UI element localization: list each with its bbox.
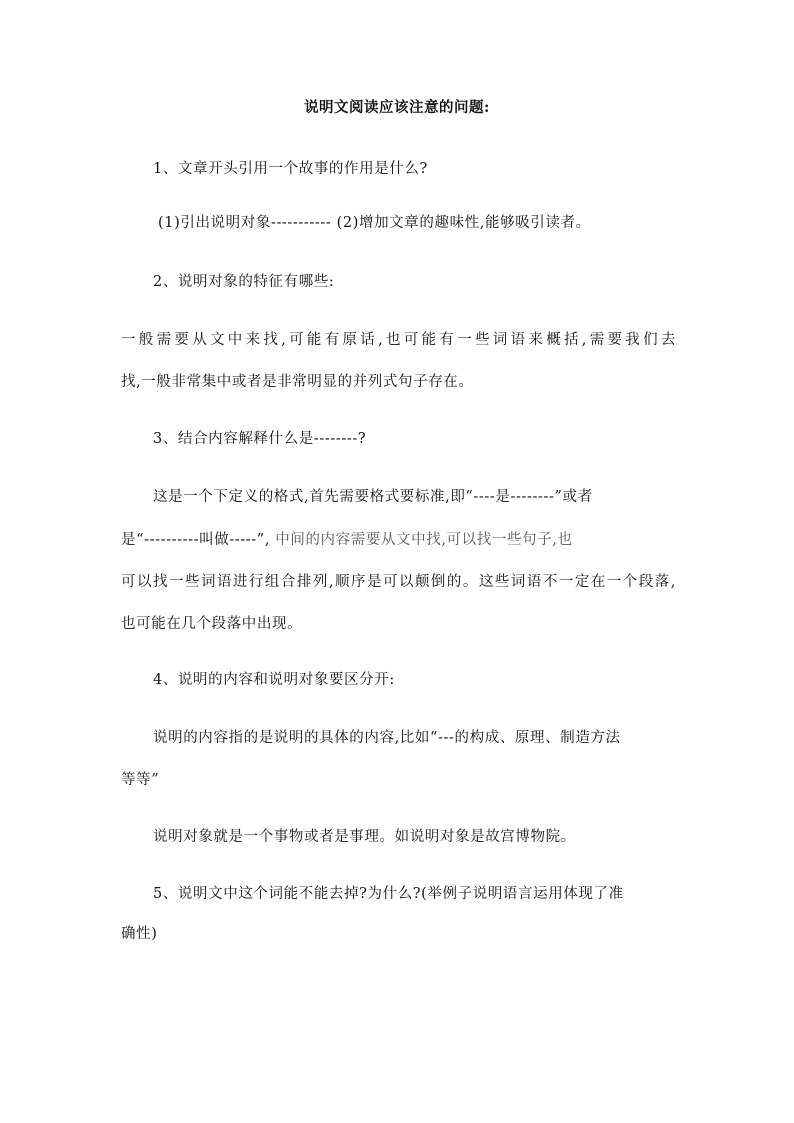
answer-4-line-3: 说明对象就是一个事物或者是事理。如说明对象是故宫博物院。 <box>153 829 576 845</box>
question-2: 2、说明对象的特征有哪些: <box>153 274 335 290</box>
answer-1: (1)引出说明对象----------- (2)增加文章的趣味性,能够吸引读者。 <box>158 215 591 231</box>
answer-3-line-1: 这是一个下定义的格式,首先需要格式要标准,即“----是--------”或者 <box>153 489 593 505</box>
answer-3-line-3: 可以找一些词语进行组合排列,顺序是可以颠倒的。这些词语不一定在一个段落, <box>121 574 676 590</box>
question-5-line-1: 5、说明文中这个词能不能去掉?为什么?(举例子说明语言运用体现了准 <box>153 886 624 902</box>
answer-3-line-4: 也可能在几个段落中出现。 <box>121 616 303 632</box>
answer-3-line-2-part-2: 中间的内容需要从文中找,可以找一些句子,也 <box>275 532 573 548</box>
answer-4-line-1: 说明的内容指的是说明的具体的内容,比如“---的构成、原理、制造方法 <box>153 730 621 746</box>
answer-2-line-1: 一般需要从文中来找,可能有原话,也可能有一些词语来概括,需要我们去 <box>121 332 676 348</box>
answer-2-line-2: 找,一般非常集中或者是非常明显的并列式句子存在。 <box>121 374 474 390</box>
answer-4-line-2: 等等” <box>121 772 160 788</box>
question-4: 4、说明的内容和说明对象要区分开: <box>153 672 395 688</box>
answer-3-line-2 <box>121 528 573 549</box>
answer-3-line-2-part-1: 是“----------叫做-----”, <box>121 532 271 548</box>
question-3: 3、结合内容解释什么是--------? <box>153 431 367 447</box>
question-5-line-2: 确性) <box>121 926 158 942</box>
document-title: 说明文阅读应该注意的问题: <box>304 99 490 116</box>
question-1: 1、文章开头引用一个故事的作用是什么? <box>153 161 428 177</box>
